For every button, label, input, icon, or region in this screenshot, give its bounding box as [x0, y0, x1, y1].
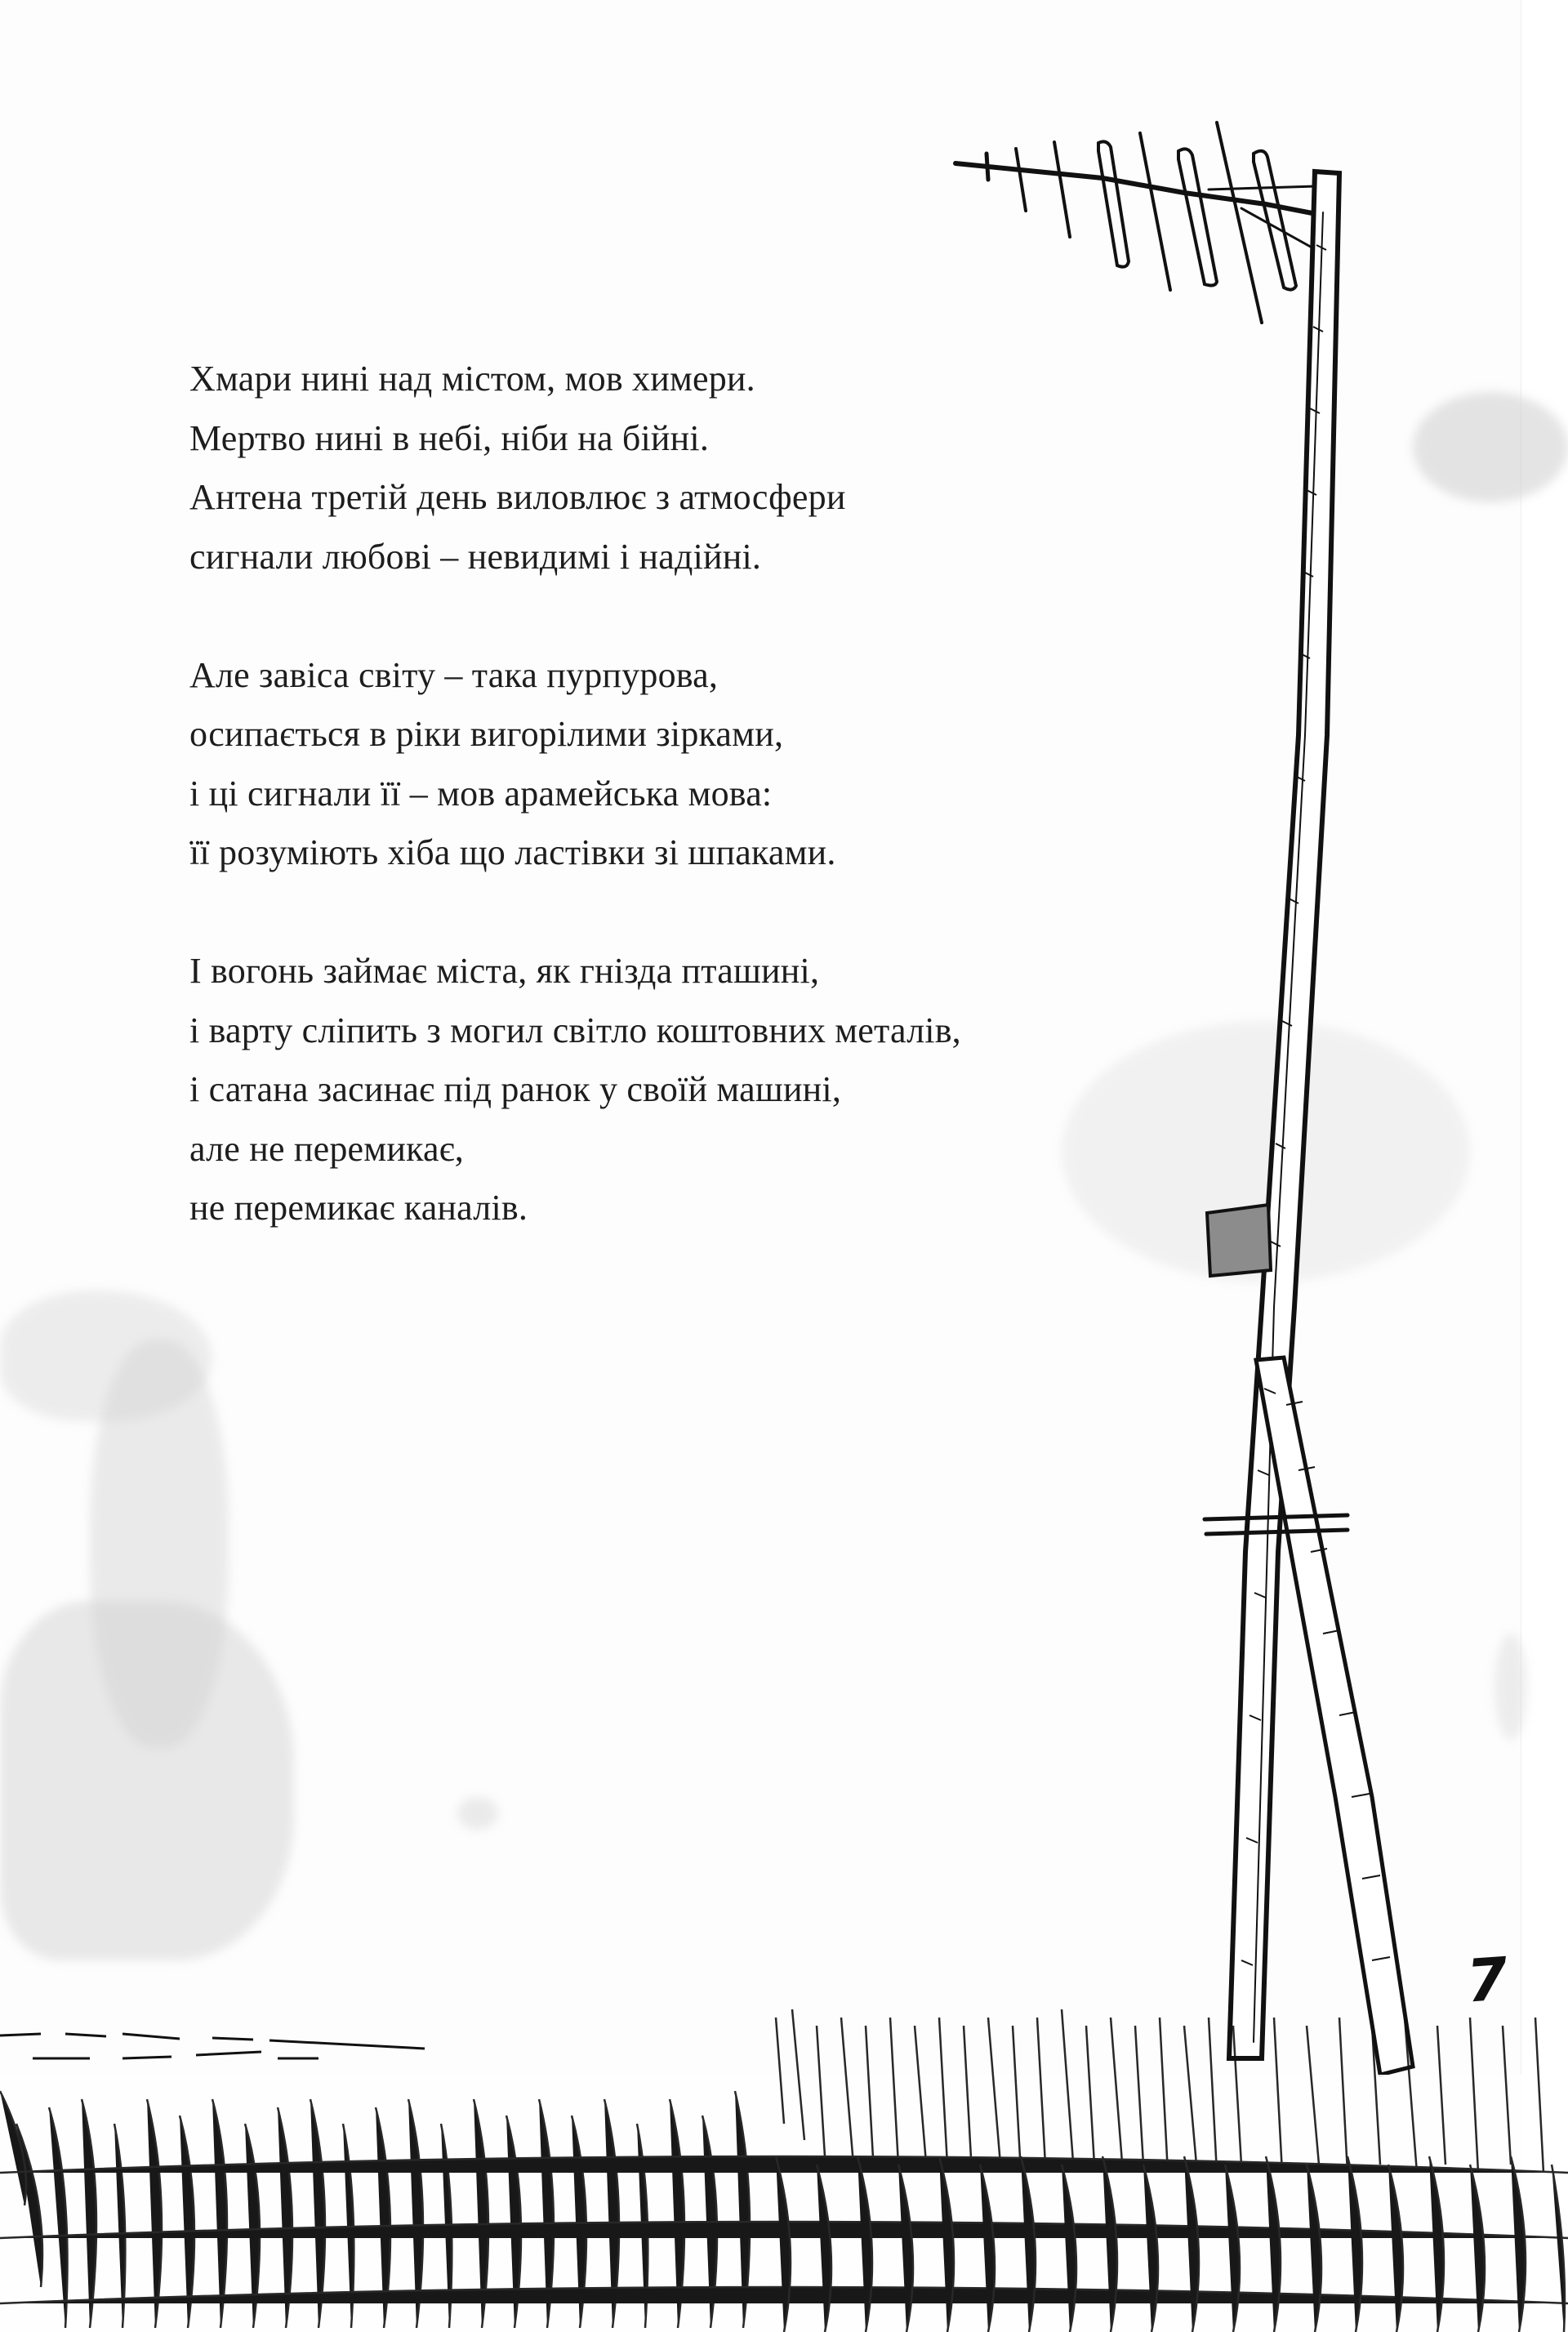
poem-line: осипається в ріки вигорілими зірками, [189, 714, 784, 754]
stanza-1 [189, 350, 961, 586]
grass-field [0, 2009, 1568, 2332]
poem-line: і ці сигнали її – мов арамейська мова: [189, 773, 773, 814]
stanza-2 [189, 646, 961, 883]
poem-text [189, 350, 961, 1297]
sign-plate [1207, 1205, 1271, 1276]
poem-line: Але завіса світу – така пурпурова, [189, 654, 719, 695]
page-number: 7 [1464, 1944, 1510, 2016]
poem-line: Мертво нині в небі, ніби на бійні. [189, 417, 710, 458]
poem-line: і варту сліпить з могил світло коштовних металів, [189, 1010, 961, 1050]
poem-line: але не перемикає, [189, 1128, 464, 1169]
poem-line: Хмари нині над містом, мов химери. [189, 359, 755, 399]
poem-line: Антена третій день виловлює з атмосфери [189, 477, 846, 517]
poem-line: її розуміють хіба що ластівки зі шпаками. [189, 832, 836, 872]
poem-line: сигнали любові – невидимі і надійні. [189, 536, 762, 577]
poem-line: І вогонь займає міста, як гнізда пташині, [189, 951, 820, 991]
stanza-3 [189, 942, 961, 1238]
poem-line: не перемикає каналів. [189, 1188, 528, 1228]
poem-line: і сатана засинає під ранок у своїй машині, [189, 1069, 842, 1109]
